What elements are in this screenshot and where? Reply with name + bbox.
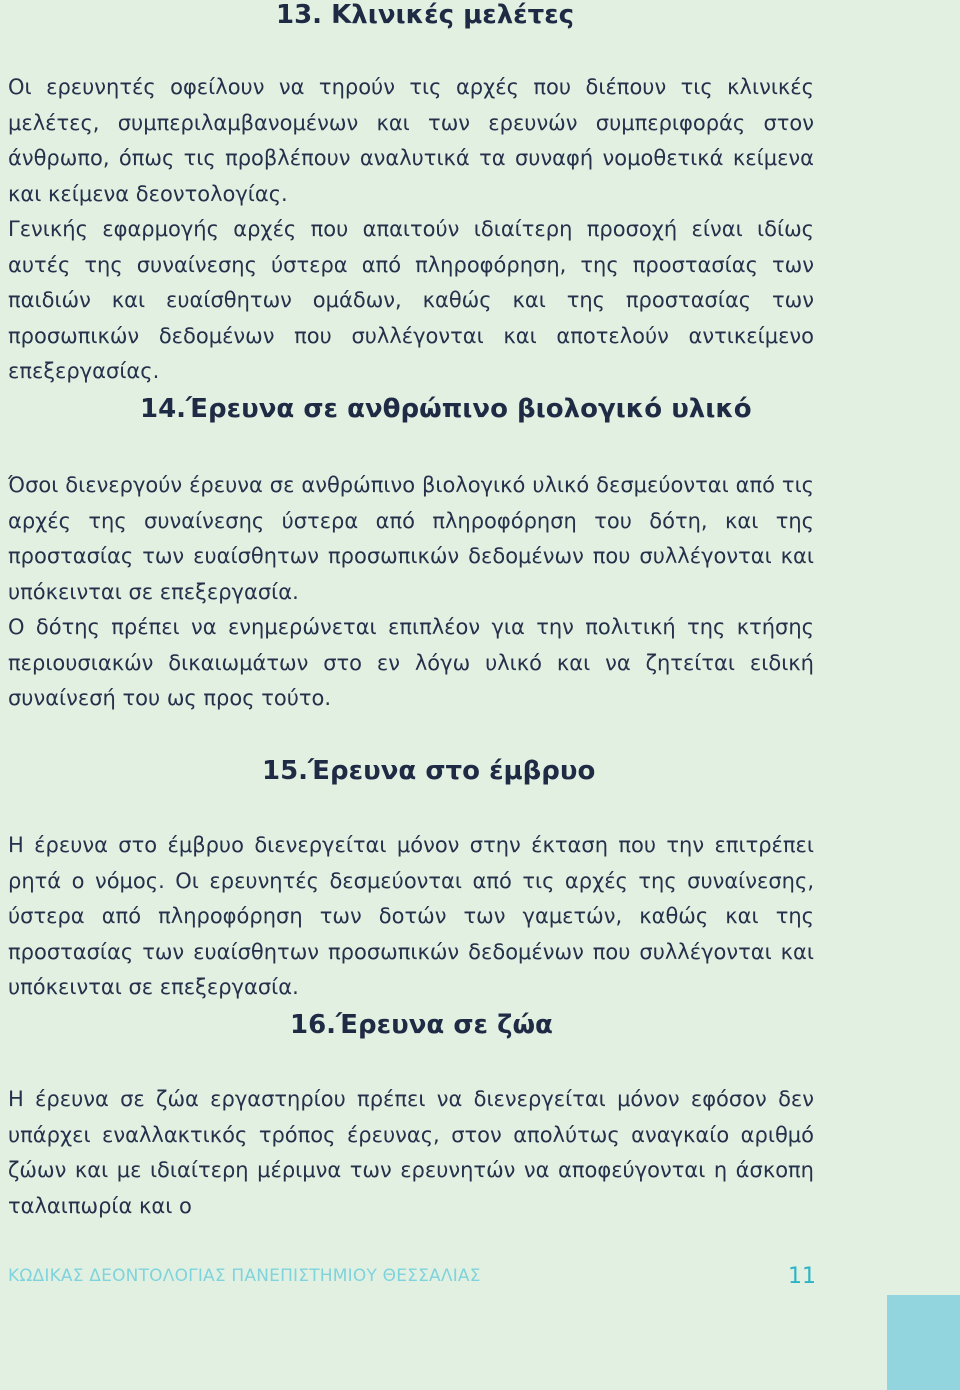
page-number: 11 — [788, 1264, 816, 1289]
section-15-body — [8, 828, 814, 1006]
section-14-paragraph-1: Όσοι διενεργούν έρευνα σε ανθρώπινο βιολογικό υλικό δεσμεύονται από τις αρχές της συναίνεσης ύστερα από πληροφόρηση του δότη, και της προστασίας των ευαίσθητων προσωπικών δεδομένων που συλλέγονται και υπόκεινται σε επεξεργασία. — [8, 473, 814, 604]
section-15-paragraph-1: Η έρευνα στο έμβρυο διενεργείται μόνον στην έκταση που την επιτρέπει ρητά ο νόμος. Οι ερευνητές δεσμεύονται από τις αρχές της συναίνεσης, ύστερα από πληροφόρηση των δοτών των γαμετών, καθώς και της προστασίας των ευαίσθητων προσωπικών δεδομένων που συλλέγονται και υπόκεινται σε επεξεργασία. — [8, 833, 814, 999]
section-16-paragraph-1: Η έρευνα σε ζώα εργαστηρίου πρέπει να διενεργείται μόνον εφόσον δεν υπάρχει εναλλακτικός τρόπος έρευνας, στον απολύτως αναγκαίο αριθμό ζώων και με ιδιαίτερη μέριμνα των ερευνητών να αποφεύγονται η άσκοπη ταλαιπωρία και ο — [8, 1087, 814, 1218]
section-13-title: 13. Κλινικές μελέτες — [276, 0, 575, 30]
section-13-paragraph-1: Οι ερευνητές οφείλουν να τηρούν τις αρχές που διέπουν τις κλινικές μελέτες, συμπεριλαμβανομένων και των ερευνών συμπεριφοράς στον άνθρωπο, όπως τις προβλέπουν αναλυτικά τα συναφή νομοθετικά κείμενα και κείμενα δεοντολογίας. — [8, 75, 814, 206]
section-15-title: 15.Έρευνα στο έμβρυο — [262, 756, 596, 786]
section-16-title: 16.Έρευνα σε ζώα — [290, 1010, 553, 1040]
section-13-paragraph-2: Γενικής εφαρμογής αρχές που απαιτούν ιδιαίτερη προσοχή είναι ιδίως αυτές της συναίνεσης ύστερα από πληροφόρηση, της προστασίας των παιδιών και ευαίσθητων ομάδων, καθώς και της προστασίας των προσωπικών δεδομένων που συλλέγονται και αποτελούν αντικείμενο επεξεργασίας. — [8, 217, 814, 383]
section-16-body — [8, 1082, 814, 1224]
section-14-title: 14.Έρευνα σε ανθρώπινο βιολογικό υλικό — [140, 394, 752, 424]
section-14-paragraph-2: Ο δότης πρέπει να ενημερώνεται επιπλέον για την πολιτική της κτήσης περιουσιακών δικαιωμάτων στο εν λόγω υλικό και να ζητείται ειδική συναίνεσή του ως προς τούτο. — [8, 615, 814, 710]
footer-title: ΚΩΔΙΚΑΣ ΔΕΟΝΤΟΛΟΓΙΑΣ ΠΑΝΕΠΙΣΤΗΜΙΟΥ ΘΕΣΣΑΛΙΑΣ — [8, 1266, 481, 1286]
section-13-body — [8, 70, 814, 390]
corner-decoration — [887, 1295, 960, 1390]
section-14-body — [8, 468, 814, 717]
